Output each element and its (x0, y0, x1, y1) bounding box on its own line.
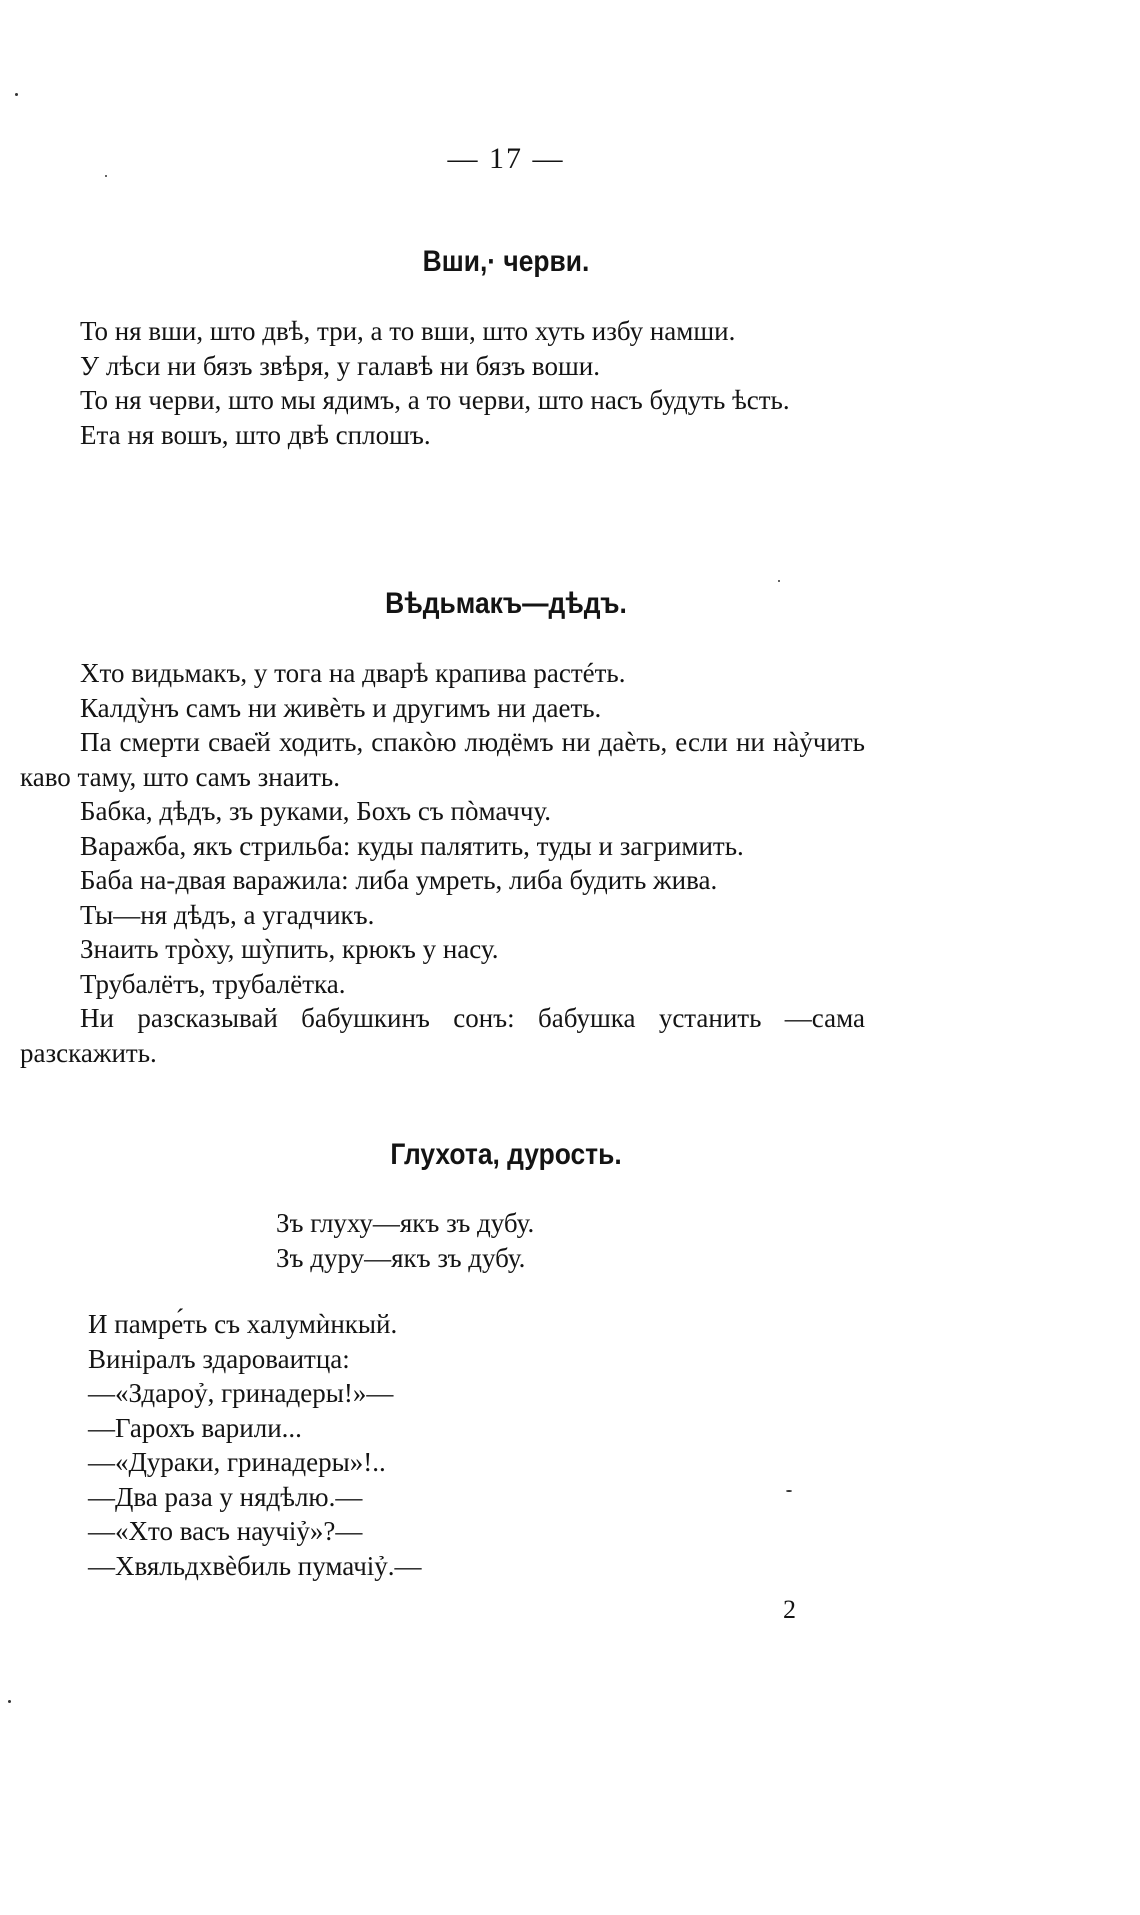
signature-mark: 2 (783, 1595, 796, 1624)
section-deafness-dialogue (20, 1307, 865, 1583)
scan-speck (778, 580, 780, 582)
scan-speck (8, 1700, 11, 1703)
scan-speck (15, 93, 18, 96)
proverb-line: Ета ня вошъ, што двѣ сплошъ. (80, 419, 431, 450)
proverb-line: Ты—ня дѣдъ, а угадчикъ. (80, 899, 375, 930)
proverb-line: Трубалётъ, трубалётка. (80, 968, 346, 999)
scan-speck (105, 175, 107, 177)
section-title-lice-worms: Вши,· черви. (422, 245, 590, 278)
proverb-line: То ня вши, што двѣ, три, а то вши, што хуть избу намши. (80, 316, 736, 346)
proverb-line: Бабка, дѣдъ, зъ руками, Бохъ съ пòмаччу. (80, 796, 551, 826)
section-lice-worms (20, 314, 865, 452)
proverb-line: Па смерти свае̇й ходить, спакòю людёмъ ни даѐть, если ни нàỷчить каво таму, што самъ знаить. (20, 727, 865, 792)
verse-line: Зъ глуху—якъ зъ дубу. (276, 1208, 535, 1238)
verse-line: Зъ дуру—якъ зъ дубу. (276, 1242, 526, 1273)
section-witch-grandfather (20, 656, 865, 1070)
proverb-line: Баба на-двая варажила: либа умреть, либа будить жива. (80, 865, 718, 895)
section-deafness-verse (20, 1206, 865, 1275)
dialogue-line: —Два раза у нядѣлю.— (88, 1481, 363, 1512)
proverb-line: Знаить трòху, шỳпить, крюкъ у насу. (80, 934, 499, 964)
section-title-deafness-stupidity: Глухота, дурость. (390, 1138, 622, 1171)
proverb-line: У лѣси ни бязъ звѣря, у галавѣ ни бязъ воши. (80, 350, 600, 381)
dialogue-line: Винiралъ здароваитца: (88, 1343, 350, 1374)
proverb-line: Варажба, якъ стрильба: куды палятить, туды и загримить. (80, 830, 744, 861)
dialogue-line: И памре́ть съ халумѝнкый. (88, 1309, 398, 1339)
scan-speck (786, 1490, 792, 1492)
dialogue-line: —«Здароỷ, гринадеры!»— (88, 1378, 394, 1408)
dialogue-line: —Хвяльдхвѐбиль пумачiỷ.— (88, 1550, 422, 1581)
proverb-line: Калдỳнъ самъ ни живѐть и другимъ ни даеть. (80, 692, 602, 723)
dialogue-line: —«Дураки, гринадеры»!.. (88, 1447, 386, 1477)
dialogue-line: —«Хто васъ научiỷ»?— (88, 1516, 363, 1546)
proverb-line: Ни разсказывай бабушкинъ сонъ: бабушка устанить —сама разскажить. (20, 1003, 865, 1068)
proverb-line: То ня черви, што мы ядимъ, а то черви, што насъ будуть ѣсть. (80, 385, 790, 415)
page-number: — 17 — (447, 142, 565, 175)
proverb-line: Хто видьмакъ, у тога на дварѣ крапива растéть. (80, 658, 626, 688)
dialogue-line: —Гарохъ варили... (88, 1412, 302, 1443)
section-title-witch-grandfather: Вѣдьмакъ—дѣдъ. (385, 587, 627, 620)
